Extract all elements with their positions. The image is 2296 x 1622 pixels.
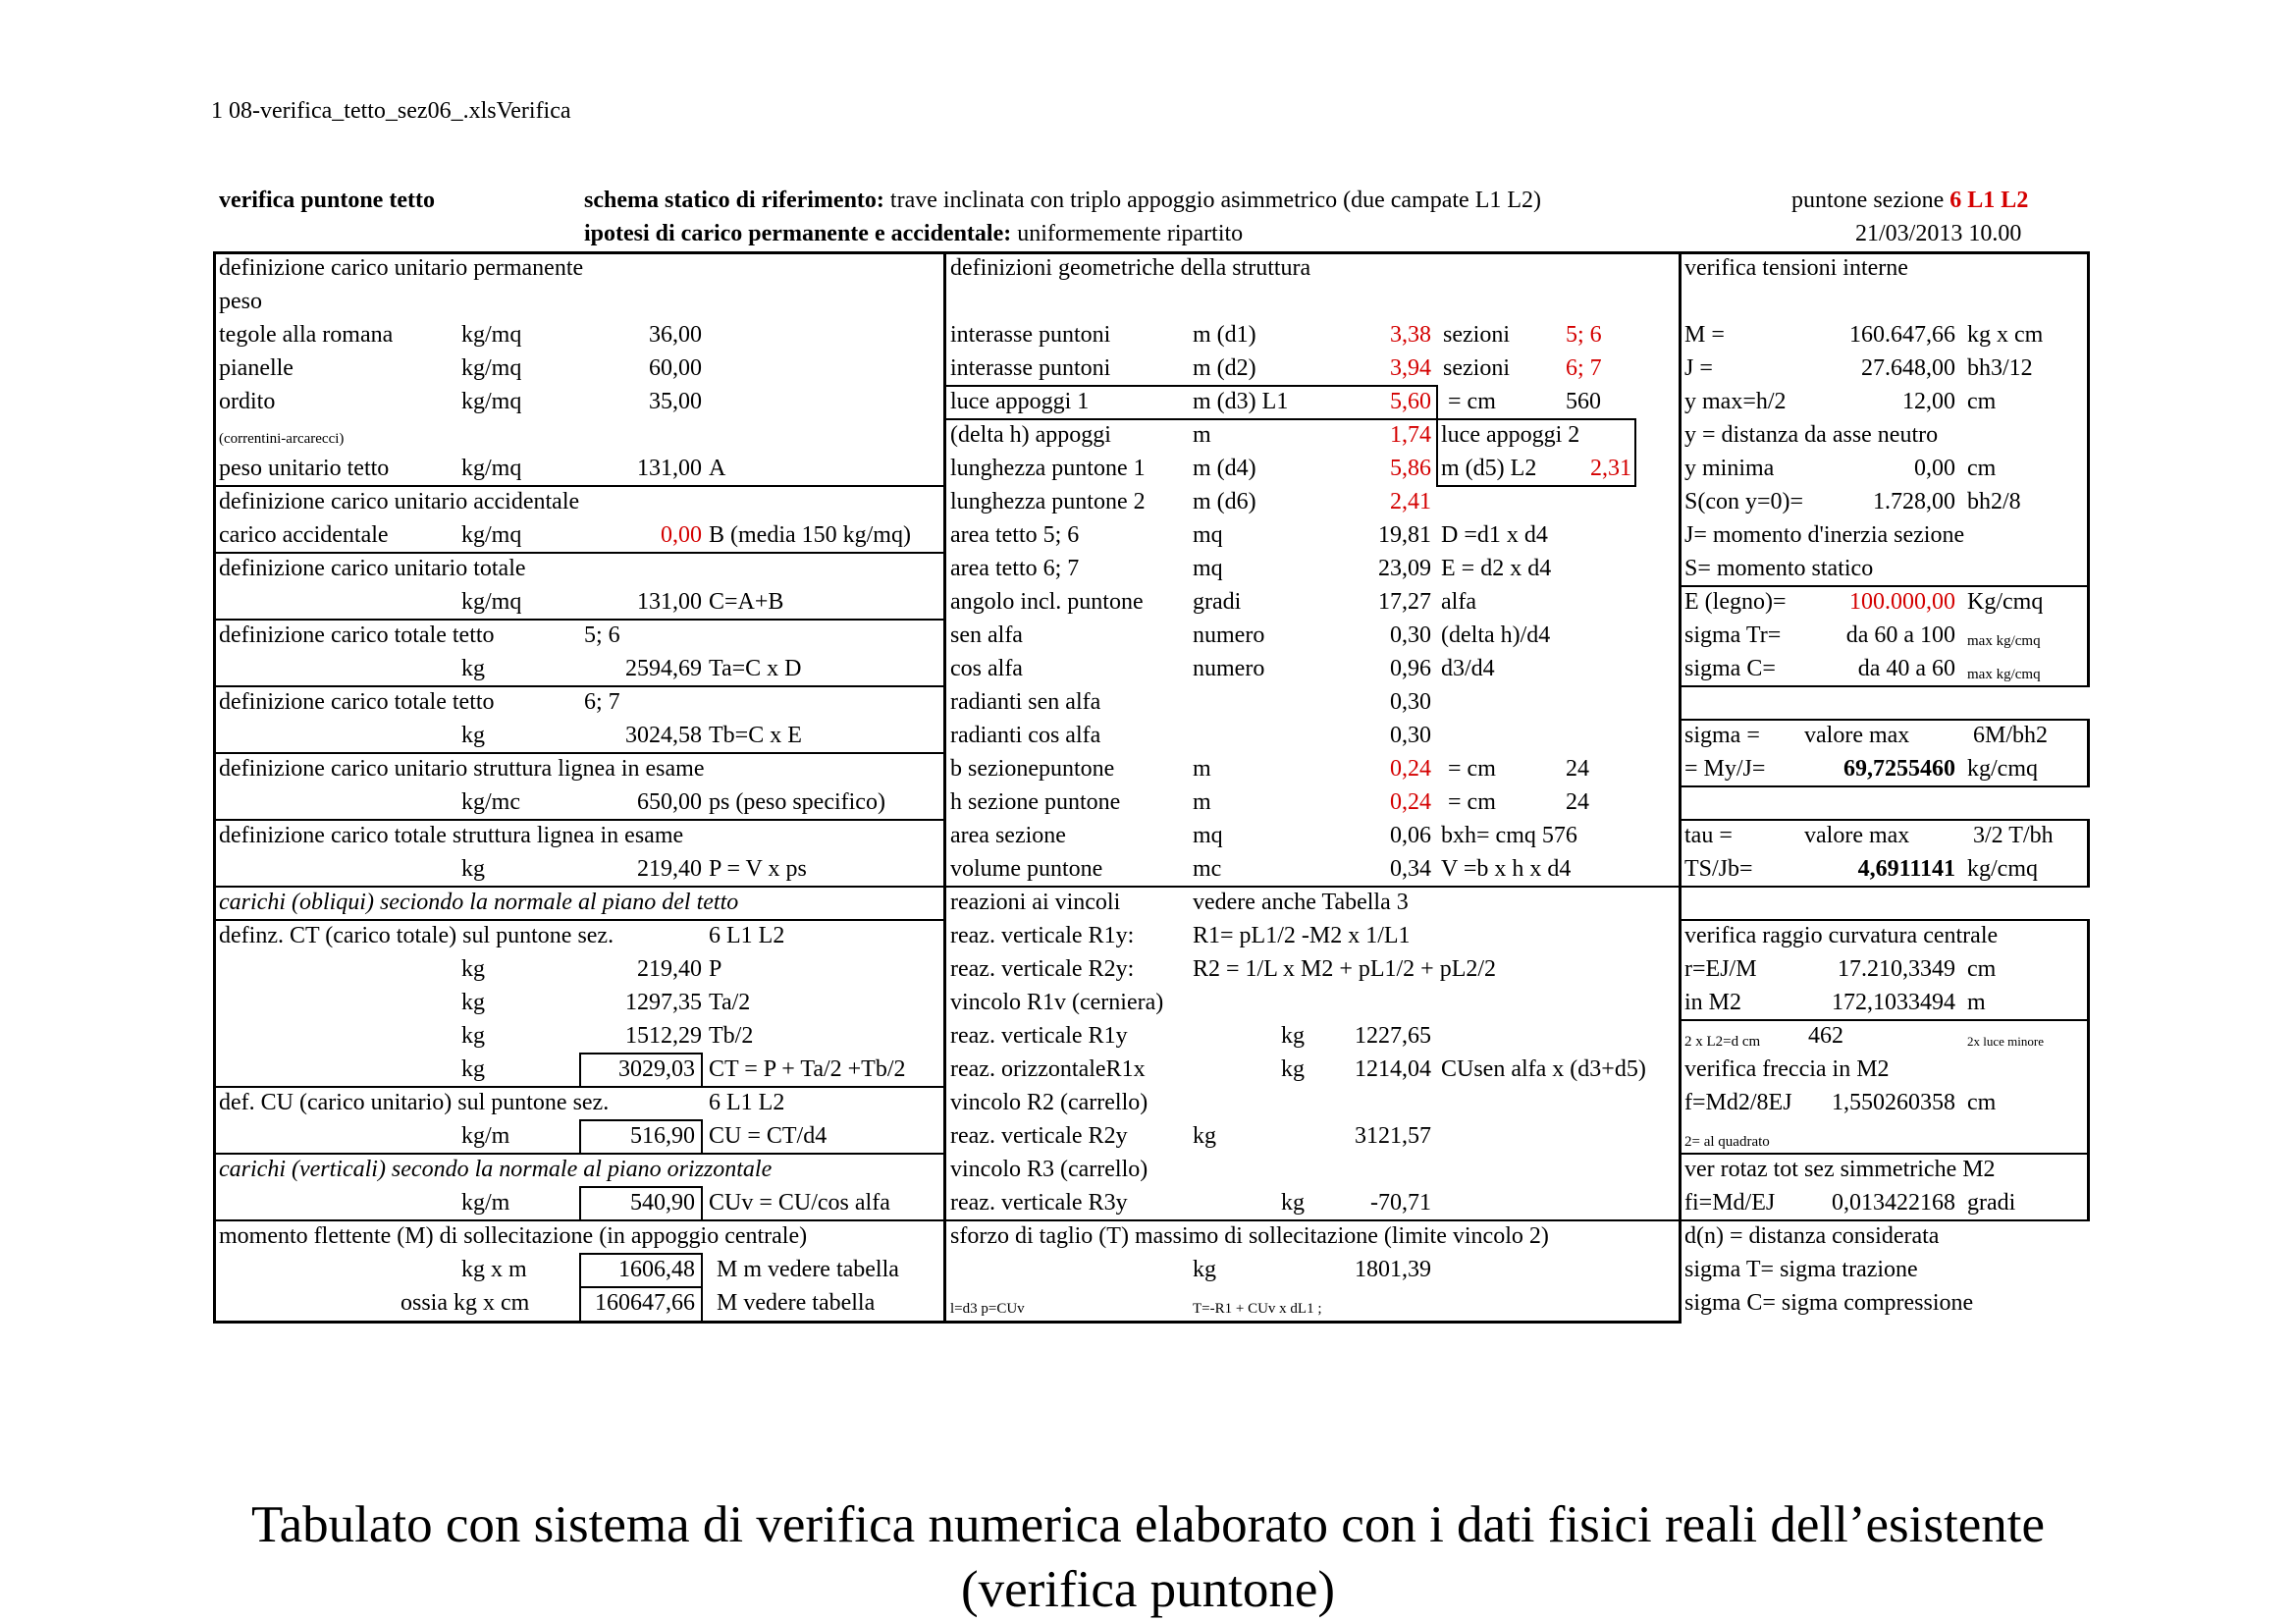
value: 131,00 xyxy=(637,589,702,615)
label: = My/J= xyxy=(1684,756,1766,782)
value: 0,30 xyxy=(1390,689,1431,715)
formula: P xyxy=(709,956,722,982)
label: S(con y=0)= xyxy=(1684,489,1804,514)
formula: M vedere tabella xyxy=(717,1290,876,1316)
formula: Tb=C x E xyxy=(709,723,802,748)
label: = cm xyxy=(1448,756,1496,782)
value: 1.728,00 xyxy=(1873,489,1955,514)
label: area tetto 6; 7 xyxy=(950,556,1080,581)
unit: kg xyxy=(461,723,485,748)
unit: cm xyxy=(1967,456,1997,481)
value: 3,38 xyxy=(1390,322,1431,348)
value: 1,74 xyxy=(1390,422,1431,448)
section-heading: carichi (verticali) secondo la normale al piano orizzontale xyxy=(219,1157,773,1182)
value: 1227,65 xyxy=(1355,1023,1431,1049)
unit: kg/cmq xyxy=(1967,756,2038,782)
value: 0,06 xyxy=(1390,823,1431,848)
label: luce appoggi 1 xyxy=(950,389,1090,414)
label: vincolo R1v (cerniera) xyxy=(950,990,1164,1015)
label: = cm xyxy=(1448,389,1496,414)
formula: alfa xyxy=(1441,589,1476,615)
value: 131,00 xyxy=(637,456,702,481)
value: 27.648,00 xyxy=(1861,355,1955,381)
unit: kg/mq xyxy=(461,322,522,348)
value: 60,00 xyxy=(649,355,702,381)
label: sigma C= xyxy=(1684,656,1776,681)
value: da 40 a 60 xyxy=(1857,656,1955,681)
unit: gradi xyxy=(1193,589,1242,615)
value: 2,41 xyxy=(1390,489,1431,514)
value: 1297,35 xyxy=(625,990,702,1015)
note: d(n) = distanza considerata xyxy=(1684,1223,1940,1249)
section-heading: carichi (obliqui) seciondo la normale al piano del tetto xyxy=(219,890,739,915)
value: 5; 6 xyxy=(1566,322,1602,348)
label: reaz. verticale R1y: xyxy=(950,923,1135,948)
value: 0,30 xyxy=(1390,723,1431,748)
value: 540,90 xyxy=(630,1190,695,1216)
note: vedere anche Tabella 3 xyxy=(1193,890,1409,915)
unit: kg/mc xyxy=(461,789,520,815)
label: valore max xyxy=(1804,723,1910,748)
label: reaz. verticale R2y xyxy=(950,1123,1128,1149)
unit: m (d2) xyxy=(1193,355,1256,381)
page-header: 1 08-verifica_tetto_sez06_.xlsVerifica xyxy=(211,98,571,124)
ipotesi-line: ipotesi di carico permanente e accidentale: uniformemente ripartito xyxy=(584,221,1244,246)
label: sigma = xyxy=(1684,723,1760,748)
label: r=EJ/M xyxy=(1684,956,1757,982)
label: f=Md2/8EJ xyxy=(1684,1090,1792,1115)
note: (correntini-arcarecci) xyxy=(219,431,345,447)
value: 1,550260358 xyxy=(1832,1090,1955,1115)
value: 516,90 xyxy=(630,1123,695,1149)
label: peso xyxy=(219,289,262,314)
formula: V =b x h x d4 xyxy=(1441,856,1572,882)
value: 0,00 xyxy=(661,522,702,548)
unit: kg xyxy=(461,856,485,882)
value: 35,00 xyxy=(649,389,702,414)
value: 17,27 xyxy=(1378,589,1431,615)
label: valore max xyxy=(1804,823,1910,848)
unit: kg/m xyxy=(461,1123,510,1149)
label: tau = xyxy=(1684,823,1733,848)
value: 172,1033494 xyxy=(1832,990,1955,1015)
unit: m xyxy=(1193,756,1211,782)
label: tegole alla romana xyxy=(219,322,394,348)
label: y minima xyxy=(1684,456,1775,481)
unit: bh3/12 xyxy=(1967,355,2033,381)
value: 23,09 xyxy=(1378,556,1431,581)
unit: m xyxy=(1967,990,1986,1015)
value: 462 xyxy=(1808,1023,1843,1049)
label: reazioni ai vincoli xyxy=(950,890,1121,915)
label: (delta h) appoggi xyxy=(950,422,1111,448)
formula: 6M/bh2 xyxy=(1973,723,2049,748)
section-value: 5; 6 xyxy=(584,622,620,648)
note: sigma T= sigma trazione xyxy=(1684,1257,1918,1282)
label: interasse puntoni xyxy=(950,355,1111,381)
sezione-label: puntone sezione 6 L1 L2 xyxy=(1791,188,2029,213)
unit: Kg/cmq xyxy=(1967,589,2044,615)
value: 0,34 xyxy=(1390,856,1431,882)
unit: numero xyxy=(1193,622,1265,648)
unit: cm xyxy=(1967,956,1997,982)
unit: kg/cmq xyxy=(1967,856,2038,882)
unit: bh2/8 xyxy=(1967,489,2021,514)
label: TS/Jb= xyxy=(1684,856,1753,882)
value: 160.647,66 xyxy=(1849,322,1955,348)
value: 1801,39 xyxy=(1355,1257,1431,1282)
unit: kg xyxy=(1281,1056,1305,1082)
unit: mq xyxy=(1193,556,1223,581)
value: 36,00 xyxy=(649,322,702,348)
value: 12,00 xyxy=(1902,389,1955,414)
value: 560 xyxy=(1566,389,1601,414)
note: J= momento d'inerzia sezione xyxy=(1684,522,1965,548)
formula: CT = P + Ta/2 +Tb/2 xyxy=(709,1056,906,1082)
formula: (delta h)/d4 xyxy=(1441,622,1551,648)
unit: mq xyxy=(1193,823,1223,848)
label: M = xyxy=(1684,322,1725,348)
title-left: verifica puntone tetto xyxy=(219,188,435,213)
caption-line-1: Tabulato con sistema di verifica numerica elaborato con i dati fisici reali dell’esistente xyxy=(250,1496,2046,1553)
value: 24 xyxy=(1566,756,1589,782)
section-heading: definizione carico totale tetto xyxy=(219,622,495,648)
value: 6; 7 xyxy=(1566,355,1602,381)
value: 0,24 xyxy=(1390,789,1431,815)
section-heading: verifica raggio curvatura centrale xyxy=(1684,923,1999,948)
formula: D =d1 x d4 xyxy=(1441,522,1548,548)
unit: kg x m xyxy=(461,1257,527,1282)
section-heading: definizione carico totale struttura lignea in esame xyxy=(219,823,684,848)
unit: m (d6) xyxy=(1193,489,1256,514)
unit: kg/mq xyxy=(461,389,522,414)
tau-value: 4,6911141 xyxy=(1857,856,1955,882)
value: 17.210,3349 xyxy=(1838,956,1955,982)
label: lunghezza puntone 1 xyxy=(950,456,1146,481)
unit: kg xyxy=(461,990,485,1015)
formula: 3/2 T/bh xyxy=(1973,823,2054,848)
unit: kg xyxy=(461,1056,485,1082)
value: 0,30 xyxy=(1390,622,1431,648)
value: 0,96 xyxy=(1390,656,1431,681)
note: T=-R1 + CUv x dL1 ; xyxy=(1193,1301,1322,1317)
label: vincolo R3 (carrello) xyxy=(950,1157,1148,1182)
schema-line: schema statico di riferimento: trave inclinata con triplo appoggio asimmetrico (due campate L1 L2) xyxy=(584,188,1541,213)
unit: mq xyxy=(1193,522,1223,548)
label: b sezionepuntone xyxy=(950,756,1115,782)
label: in M2 xyxy=(1684,990,1742,1015)
formula: d3/d4 xyxy=(1441,656,1495,681)
unit: m (d4) xyxy=(1193,456,1256,481)
value: 100.000,00 xyxy=(1849,589,1955,615)
value: 5,60 xyxy=(1390,389,1431,414)
value: 0,24 xyxy=(1390,756,1431,782)
note: l=d3 p=CUv xyxy=(950,1301,1025,1317)
formula: bxh= cmq 576 xyxy=(1441,823,1577,848)
unit: max kg/cmq xyxy=(1967,667,2041,682)
value: 19,81 xyxy=(1378,522,1431,548)
value: 3121,57 xyxy=(1355,1123,1431,1149)
formula: R2 = 1/L x M2 + pL1/2 + pL2/2 xyxy=(1193,956,1497,982)
label: reaz. verticale R3y xyxy=(950,1190,1128,1216)
section-value: 6; 7 xyxy=(584,689,620,715)
formula: CUv = CU/cos alfa xyxy=(709,1190,890,1216)
unit: m xyxy=(1193,789,1211,815)
section-value: 6 L1 L2 xyxy=(709,1090,785,1115)
section-heading: definizione carico unitario struttura lignea in esame xyxy=(219,756,705,782)
caption xyxy=(0,1492,2296,1622)
label: sezioni xyxy=(1443,355,1510,381)
section-heading: momento flettente (M) di sollecitazione (in appoggio centrale) xyxy=(219,1223,808,1249)
section-heading: ver rotaz tot sez simmetriche M2 xyxy=(1684,1157,1996,1182)
unit: kg xyxy=(1193,1123,1216,1149)
section-heading: verifica tensioni interne xyxy=(1684,255,1908,281)
formula: Tb/2 xyxy=(709,1023,754,1049)
label: reaz. verticale R1y xyxy=(950,1023,1128,1049)
label: sigma Tr= xyxy=(1684,622,1782,648)
unit: kg xyxy=(1281,1190,1305,1216)
formula: E = d2 x d4 xyxy=(1441,556,1552,581)
label: m (d5) L2 xyxy=(1441,456,1537,481)
section-heading: def. CU (carico unitario) sul puntone sez. xyxy=(219,1090,610,1115)
unit: kg/mq xyxy=(461,456,522,481)
formula: A xyxy=(709,456,726,481)
label: sezioni xyxy=(1443,322,1510,348)
value: 1512,29 xyxy=(625,1023,702,1049)
unit: kg xyxy=(461,656,485,681)
label: radianti cos alfa xyxy=(950,723,1101,748)
label: y max=h/2 xyxy=(1684,389,1787,414)
section-heading: definizione carico unitario accidentale xyxy=(219,489,580,514)
unit: kg xyxy=(1193,1257,1216,1282)
unit: mc xyxy=(1193,856,1222,882)
unit: m (d1) xyxy=(1193,322,1256,348)
unit: m xyxy=(1193,422,1211,448)
value: da 60 a 100 xyxy=(1845,622,1955,648)
note: sigma C= sigma compressione xyxy=(1684,1290,1974,1316)
value: 0,00 xyxy=(1914,456,1955,481)
unit: numero xyxy=(1193,656,1265,681)
label: pianelle xyxy=(219,355,294,381)
value: 219,40 xyxy=(637,856,702,882)
unit: max kg/cmq xyxy=(1967,633,2041,649)
label: sen alfa xyxy=(950,622,1023,648)
label: fi=Md/EJ xyxy=(1684,1190,1776,1216)
value: 2594,69 xyxy=(625,656,702,681)
section-heading: verifica freccia in M2 xyxy=(1684,1056,1890,1082)
label: reaz. verticale R2y: xyxy=(950,956,1135,982)
label: area tetto 5; 6 xyxy=(950,522,1080,548)
value: 219,40 xyxy=(637,956,702,982)
label: volume puntone xyxy=(950,856,1103,882)
unit: kg/mq xyxy=(461,589,522,615)
formula: CUsen alfa x (d3+d5) xyxy=(1441,1056,1646,1082)
section-heading: sforzo di taglio (T) massimo di sollecitazione (limite vincolo 2) xyxy=(950,1223,1549,1249)
note: 2= al quadrato xyxy=(1684,1134,1770,1150)
unit: ossia kg x cm xyxy=(400,1290,530,1316)
formula: R1= pL1/2 -M2 x 1/L1 xyxy=(1193,923,1411,948)
value: 160647,66 xyxy=(595,1290,695,1316)
value: 3,94 xyxy=(1390,355,1431,381)
value: -70,71 xyxy=(1370,1190,1431,1216)
section-heading: definizione carico unitario permanente xyxy=(219,255,584,281)
date: 21/03/2013 10.00 xyxy=(1855,221,2022,246)
unit: kg xyxy=(461,1023,485,1049)
label: angolo incl. puntone xyxy=(950,589,1144,615)
unit: kg/mq xyxy=(461,522,522,548)
section-heading: definizione carico unitario totale xyxy=(219,556,526,581)
value: 1214,04 xyxy=(1355,1056,1431,1082)
value: 1606,48 xyxy=(618,1257,695,1282)
value: 3024,58 xyxy=(625,723,702,748)
note: 2x luce minore xyxy=(1967,1034,2044,1049)
unit: gradi xyxy=(1967,1190,2016,1216)
unit: cm xyxy=(1967,1090,1997,1115)
label: cos alfa xyxy=(950,656,1023,681)
label: 2 x L2=d cm xyxy=(1684,1034,1761,1050)
label: luce appoggi 2 xyxy=(1441,422,1580,448)
label: E (legno)= xyxy=(1684,589,1787,615)
label: radianti sen alfa xyxy=(950,689,1101,715)
formula: M m vedere tabella xyxy=(717,1257,899,1282)
value: 2,31 xyxy=(1590,456,1631,481)
label: ordito xyxy=(219,389,276,414)
label: lunghezza puntone 2 xyxy=(950,489,1146,514)
sigma-value: 69,7255460 xyxy=(1843,756,1955,782)
label: reaz. orizzontaleR1x xyxy=(950,1056,1146,1082)
label: interasse puntoni xyxy=(950,322,1111,348)
formula: CU = CT/d4 xyxy=(709,1123,828,1149)
formula: B (media 150 kg/mq) xyxy=(709,522,911,548)
note: y = distanza da asse neutro xyxy=(1684,422,1939,448)
label: = cm xyxy=(1448,789,1496,815)
note: S= momento statico xyxy=(1684,556,1874,581)
label: peso unitario tetto xyxy=(219,456,390,481)
label: area sezione xyxy=(950,823,1066,848)
unit: m (d3) L1 xyxy=(1193,389,1289,414)
unit: kg x cm xyxy=(1967,322,2044,348)
formula: P = V x ps xyxy=(709,856,807,882)
unit: kg/mq xyxy=(461,355,522,381)
formula: C=A+B xyxy=(709,589,784,615)
unit: kg xyxy=(461,956,485,982)
section-heading: definizione carico totale tetto xyxy=(219,689,495,715)
label: J = xyxy=(1684,355,1713,381)
unit: kg xyxy=(1281,1023,1305,1049)
caption-line-2: (verifica puntone) xyxy=(960,1561,1336,1618)
label: h sezione puntone xyxy=(950,789,1121,815)
label: carico accidentale xyxy=(219,522,389,548)
unit: kg/m xyxy=(461,1190,510,1216)
formula: ps (peso specifico) xyxy=(709,789,885,815)
value: 0,013422168 xyxy=(1832,1190,1955,1216)
value: 650,00 xyxy=(637,789,702,815)
formula: Ta/2 xyxy=(709,990,751,1015)
section-heading: definz. CT (carico totale) sul puntone sez. xyxy=(219,923,614,948)
value: 24 xyxy=(1566,789,1589,815)
formula: Ta=C x D xyxy=(709,656,802,681)
unit: cm xyxy=(1967,389,1997,414)
label: vincolo R2 (carrello) xyxy=(950,1090,1148,1115)
value: 3029,03 xyxy=(618,1056,695,1082)
section-value: 6 L1 L2 xyxy=(709,923,785,948)
section-heading: definizioni geometriche della struttura xyxy=(950,255,1311,281)
value: 5,86 xyxy=(1390,456,1431,481)
